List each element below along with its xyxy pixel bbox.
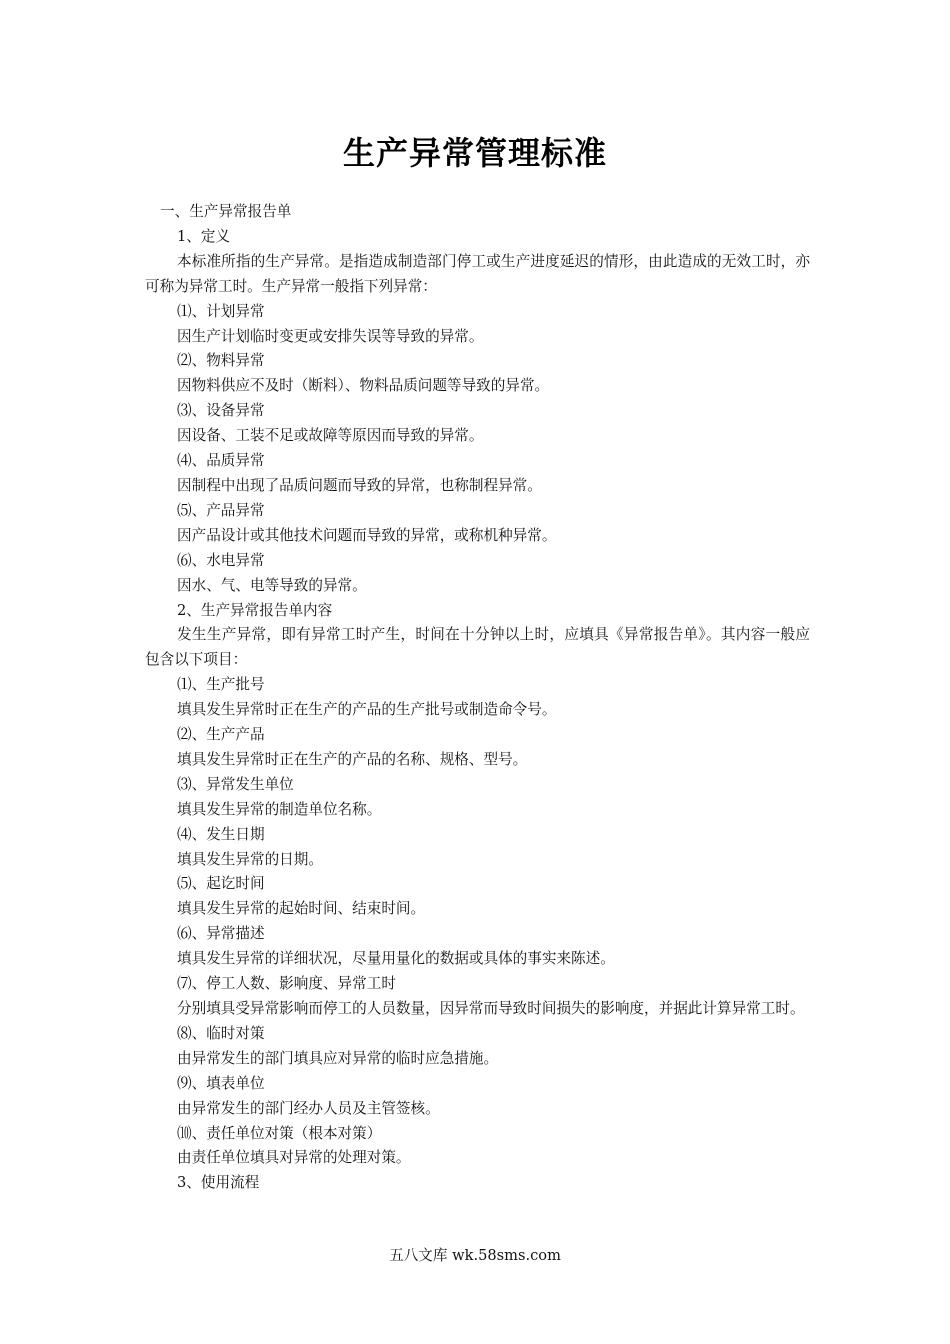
paragraph-line: 因物料供应不及时（断料）、物料品质问题等导致的异常。 (177, 377, 550, 395)
paragraph-line: 填具发生异常的日期。 (177, 850, 323, 868)
paragraph-line: ⑸、产品异常 (177, 501, 265, 519)
page-footer: 五八文库 wk.58sms.com (389, 1247, 561, 1264)
paragraph-line: 填具发生异常时正在生产的产品的名称、规格、型号。 (177, 750, 528, 768)
paragraph-line: ⑹、水电异常 (177, 551, 265, 569)
paragraph-line: 本标准所指的生产异常。是指造成制造部门停工或生产进度延迟的情形，由此造成的无效工时，亦可称为异常工时。生产异常一般指下列异常： (145, 252, 810, 295)
paragraph-line: ⑵、生产产品 (177, 726, 265, 744)
paragraph-line: ⑶、异常发生单位 (177, 775, 294, 793)
paragraph-line: ⑹、异常描述 (177, 925, 265, 943)
paragraph-line: ⑸、起讫时间 (177, 875, 265, 893)
paragraph-line: 因制程中出现了品质问题而导致的异常，也称制程异常。 (177, 476, 542, 494)
paragraph-line: 因生产计划临时变更或安排失误等导致的异常。 (177, 327, 484, 345)
paragraph-line: 1、定义 (177, 227, 231, 245)
paragraph-line: 填具发生异常的起始时间、结束时间。 (177, 900, 426, 918)
paragraph-line: 因设备、工装不足或故障等原因而导致的异常。 (177, 427, 484, 445)
paragraph-line: 因产品设计或其他技术问题而导致的异常，或称机种异常。 (177, 526, 557, 544)
paragraph-line: ⑺、停工人数、影响度、异常工时 (177, 975, 396, 993)
paragraph-line: 填具发生异常的制造单位名称。 (177, 800, 382, 818)
paragraph-line: 填具发生异常的详细状况，尽量用量化的数据或具体的事实来陈述。 (177, 950, 615, 968)
paragraph-line: 一、生产异常报告单 (160, 203, 292, 220)
paragraph-line: 因水、气、电等导致的异常。 (177, 576, 367, 594)
paragraph-line: 由责任单位填具对异常的处理对策。 (177, 1149, 411, 1167)
document-body (145, 200, 810, 1196)
paragraph-line: ⑼、填表单位 (177, 1074, 265, 1092)
paragraph-line: 填具发生异常时正在生产的产品的生产批号或制造命令号。 (177, 701, 557, 719)
paragraph-line: ⑻、临时对策 (177, 1024, 265, 1042)
paragraph-line: ⑴、计划异常 (177, 302, 265, 320)
paragraph-line: ⑵、物料异常 (177, 352, 265, 370)
paragraph-line: 2、生产异常报告单内容 (177, 601, 333, 619)
paragraph-line: 由异常发生的部门填具应对异常的临时应急措施。 (177, 1049, 499, 1067)
paragraph-line: ⑽、责任单位对策（根本对策） (177, 1124, 382, 1142)
paragraph-line: 分别填具受异常影响而停工的人员数量，因异常而导致时间损失的影响度，并据此计算异常工时。 (177, 1000, 805, 1017)
paragraph-line: 3、使用流程 (177, 1174, 260, 1192)
paragraph-line: ⑷、发生日期 (177, 825, 265, 843)
paragraph-line: ⑴、生产批号 (177, 676, 265, 694)
paragraph-line: ⑷、品质异常 (177, 452, 265, 470)
paragraph-line: ⑶、设备异常 (177, 402, 265, 420)
document-title: 生产异常管理标准 (342, 134, 607, 172)
paragraph-line: 发生生产异常，即有异常工时产生，时间在十分钟以上时，应填具《异常报告单》。其内容一般应包含以下项目： (145, 626, 810, 669)
paragraph-line: 由异常发生的部门经办人员及主管签核。 (177, 1099, 440, 1117)
